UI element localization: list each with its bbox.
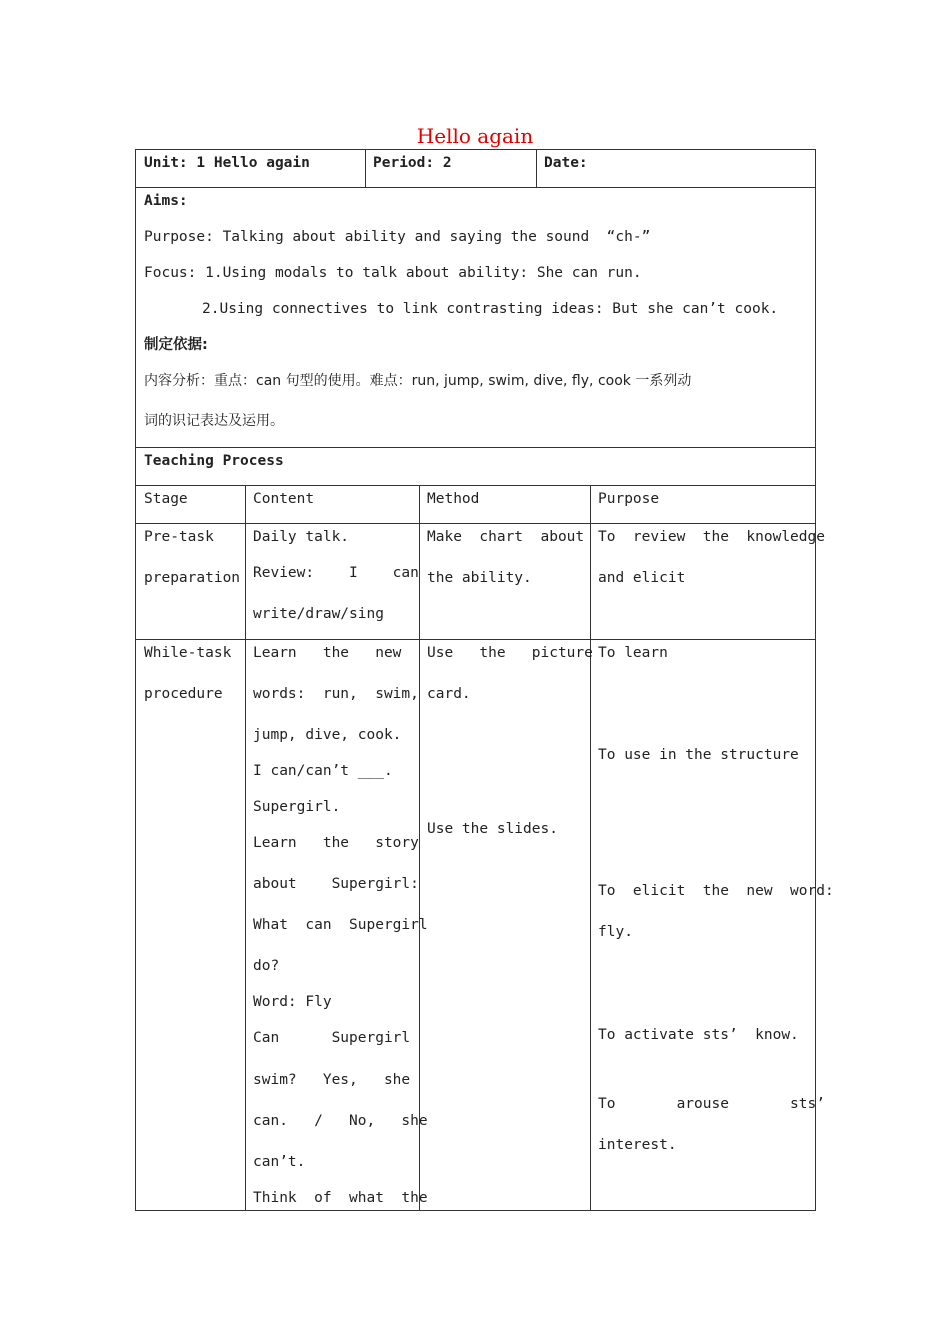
analysis-line-1: 内容分析：重点：can 句型的使用。难点：run, jump, swim, dive, fly, cook 一系列动 [144, 373, 692, 389]
while-task-method-line-1: Use the picture [427, 645, 593, 661]
unit-text: Unit: 1 Hello again [144, 155, 310, 171]
document-title: Hello again [416, 124, 534, 148]
while-task-stage-line-2: procedure [144, 686, 223, 702]
while-task-purpose-line-7: interest. [598, 1137, 677, 1153]
aims-purpose: Purpose: Talking about ability and saying the sound “ch-” [144, 229, 651, 245]
teaching-process-label: Teaching Process [144, 453, 284, 469]
while-task-content-line-6: Learn the story [253, 835, 419, 851]
while-task-method-cell [420, 640, 591, 1211]
while-task-content-line-4: I can/can’t ___. [253, 763, 393, 779]
column-header-purpose: Purpose [598, 491, 660, 507]
while-task-content-line-13: can. / No, she [253, 1113, 428, 1129]
while-task-purpose-line-2: To use in the structure [598, 747, 799, 763]
while-task-content-line-9: do? [253, 958, 280, 974]
while-task-content-line-12: swim? Yes, she [253, 1072, 411, 1088]
while-task-purpose-line-3: To elicit the new word: [598, 883, 834, 899]
pre-task-method-line-1: Make chart about [427, 529, 585, 545]
pre-task-purpose-line-1: To review the knowledge [598, 529, 825, 545]
analysis-line-2: 词的识记表达及运用。 [144, 413, 284, 429]
while-task-content-line-3: jump, dive, cook. [253, 727, 402, 743]
aims-focus-1: Focus: 1.Using modals to talk about ability: She can run. [144, 265, 642, 281]
date-text: Date: [544, 155, 588, 171]
aims-label: Aims: [144, 193, 188, 209]
while-task-purpose-line-1: To learn [598, 645, 668, 661]
pre-task-stage-line-2: preparation [144, 570, 241, 586]
while-task-purpose-line-4: fly. [598, 924, 633, 940]
while-task-method-line-3: Use the slides. [427, 821, 558, 837]
aims-focus-2: 2.Using connectives to link contrasting ideas: But she can’t cook. [202, 301, 779, 317]
column-header-content: Content [253, 491, 315, 507]
pre-task-content-line-2: Review: I can [253, 565, 419, 581]
while-task-stage-cell [136, 640, 246, 1211]
while-task-content-line-10: Word: Fly [253, 994, 332, 1010]
pre-task-content-line-3: write/draw/sing [253, 606, 384, 622]
while-task-purpose-line-5: To activate sts’ know. [598, 1027, 799, 1043]
column-header-stage: Stage [144, 491, 188, 507]
while-task-content-line-7: about Supergirl: [253, 876, 419, 892]
pre-task-content-line-1: Daily talk. [253, 529, 350, 545]
while-task-stage-line-1: While-task [144, 645, 232, 661]
pre-task-method-line-2: the ability. [427, 570, 532, 586]
while-task-content-line-8: What can Supergirl [253, 917, 428, 933]
while-task-content-line-15: Think of what the [253, 1190, 428, 1206]
pre-task-purpose-line-2: and elicit [598, 570, 686, 586]
while-task-content-line-14: can’t. [253, 1154, 306, 1170]
basis-label: 制定依据: [144, 337, 208, 353]
while-task-content-line-1: Learn the new [253, 645, 402, 661]
while-task-purpose-line-6: To arouse sts’ [598, 1096, 825, 1112]
while-task-method-line-2: card. [427, 686, 471, 702]
aims-cell [136, 188, 816, 448]
while-task-content-line-11: Can Supergirl [253, 1030, 411, 1046]
pre-task-stage-line-1: Pre-task [144, 529, 214, 545]
period-text: Period: 2 [373, 155, 452, 171]
while-task-content-line-5: Supergirl. [253, 799, 341, 815]
while-task-content-line-2: words: run, swim, [253, 686, 419, 702]
column-header-method: Method [427, 491, 480, 507]
